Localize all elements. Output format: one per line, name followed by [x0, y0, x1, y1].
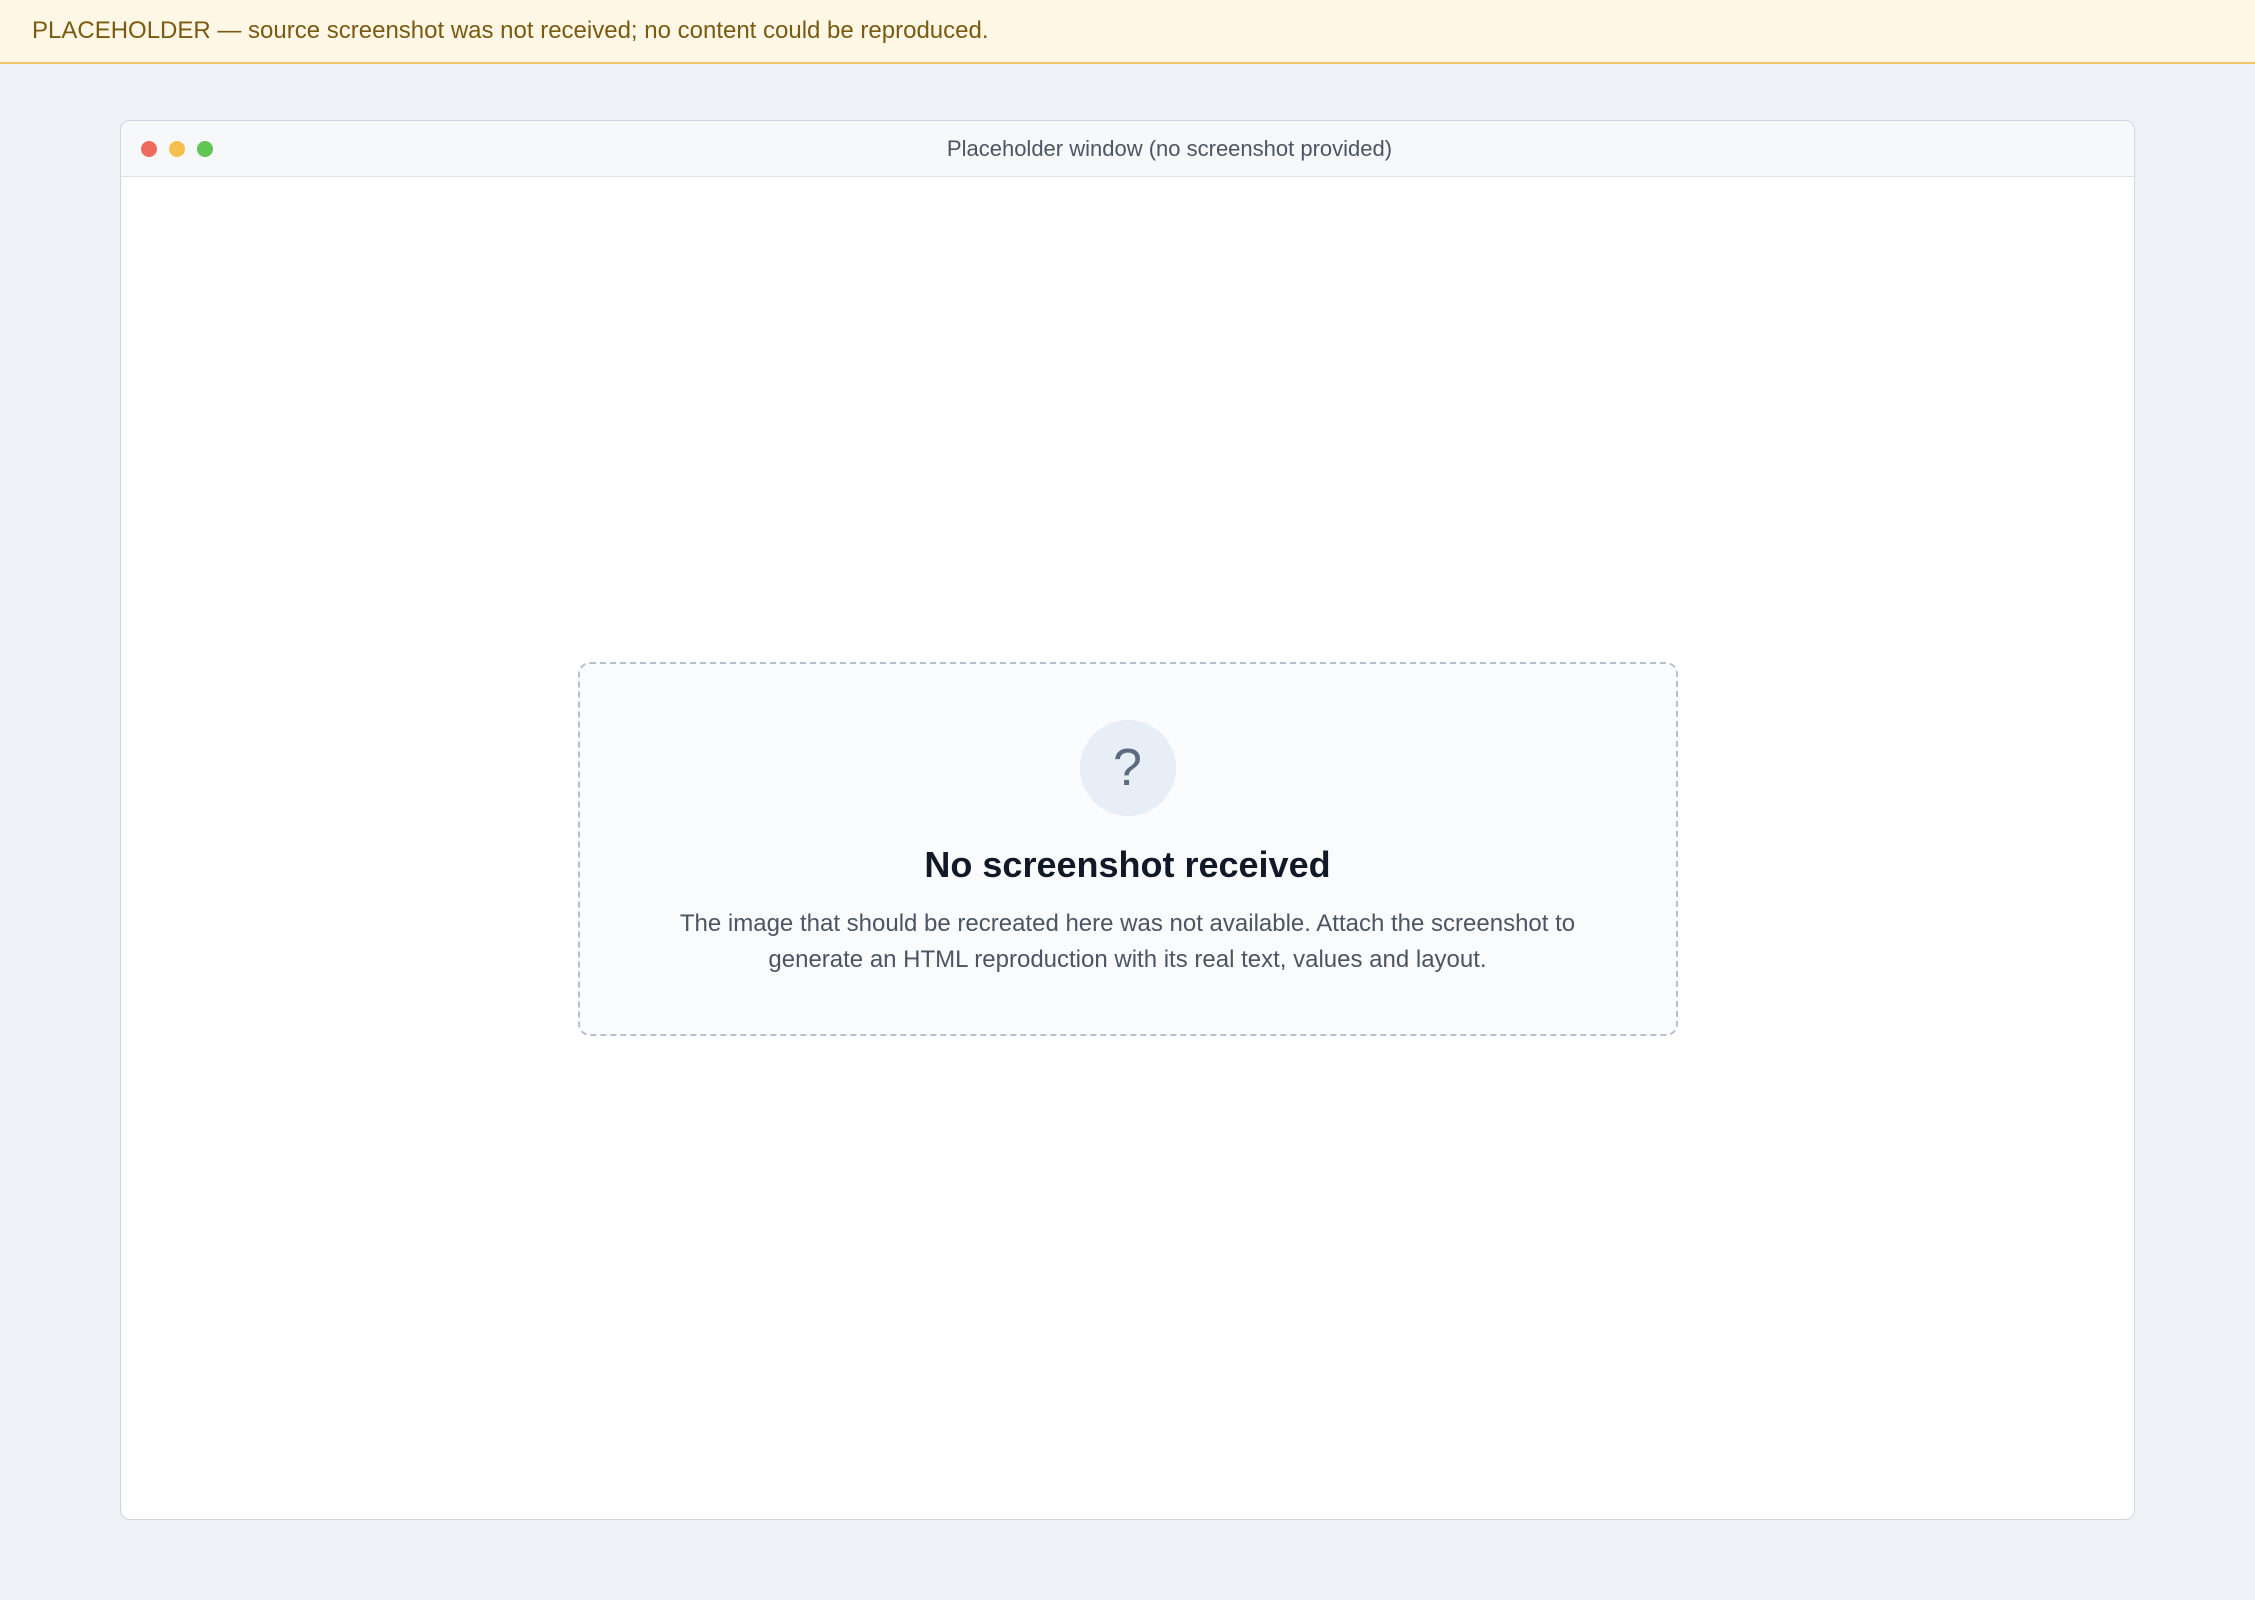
title-bar	[121, 121, 2134, 177]
app-window	[120, 120, 2135, 1520]
notice-heading: No screenshot received	[924, 844, 1331, 885]
maximize-window-button[interactable]	[197, 141, 213, 157]
missing-image-notice	[578, 662, 1678, 1036]
image-missing-icon: ?	[1080, 720, 1176, 816]
close-window-button[interactable]	[141, 141, 157, 157]
notice-body: The image that should be recreated here was not available. Attach the screenshot to generate an HTML reproduction with its real text, values and layout.	[679, 910, 1576, 973]
window-title: Placeholder window (no screenshot provided)	[946, 135, 1393, 161]
placeholder-banner-text: PLACEHOLDER — source screenshot was not received; no content could be reproduced.	[32, 17, 989, 44]
main-content	[121, 177, 2134, 1520]
placeholder-banner	[0, 0, 2255, 64]
minimize-window-button[interactable]	[169, 141, 185, 157]
